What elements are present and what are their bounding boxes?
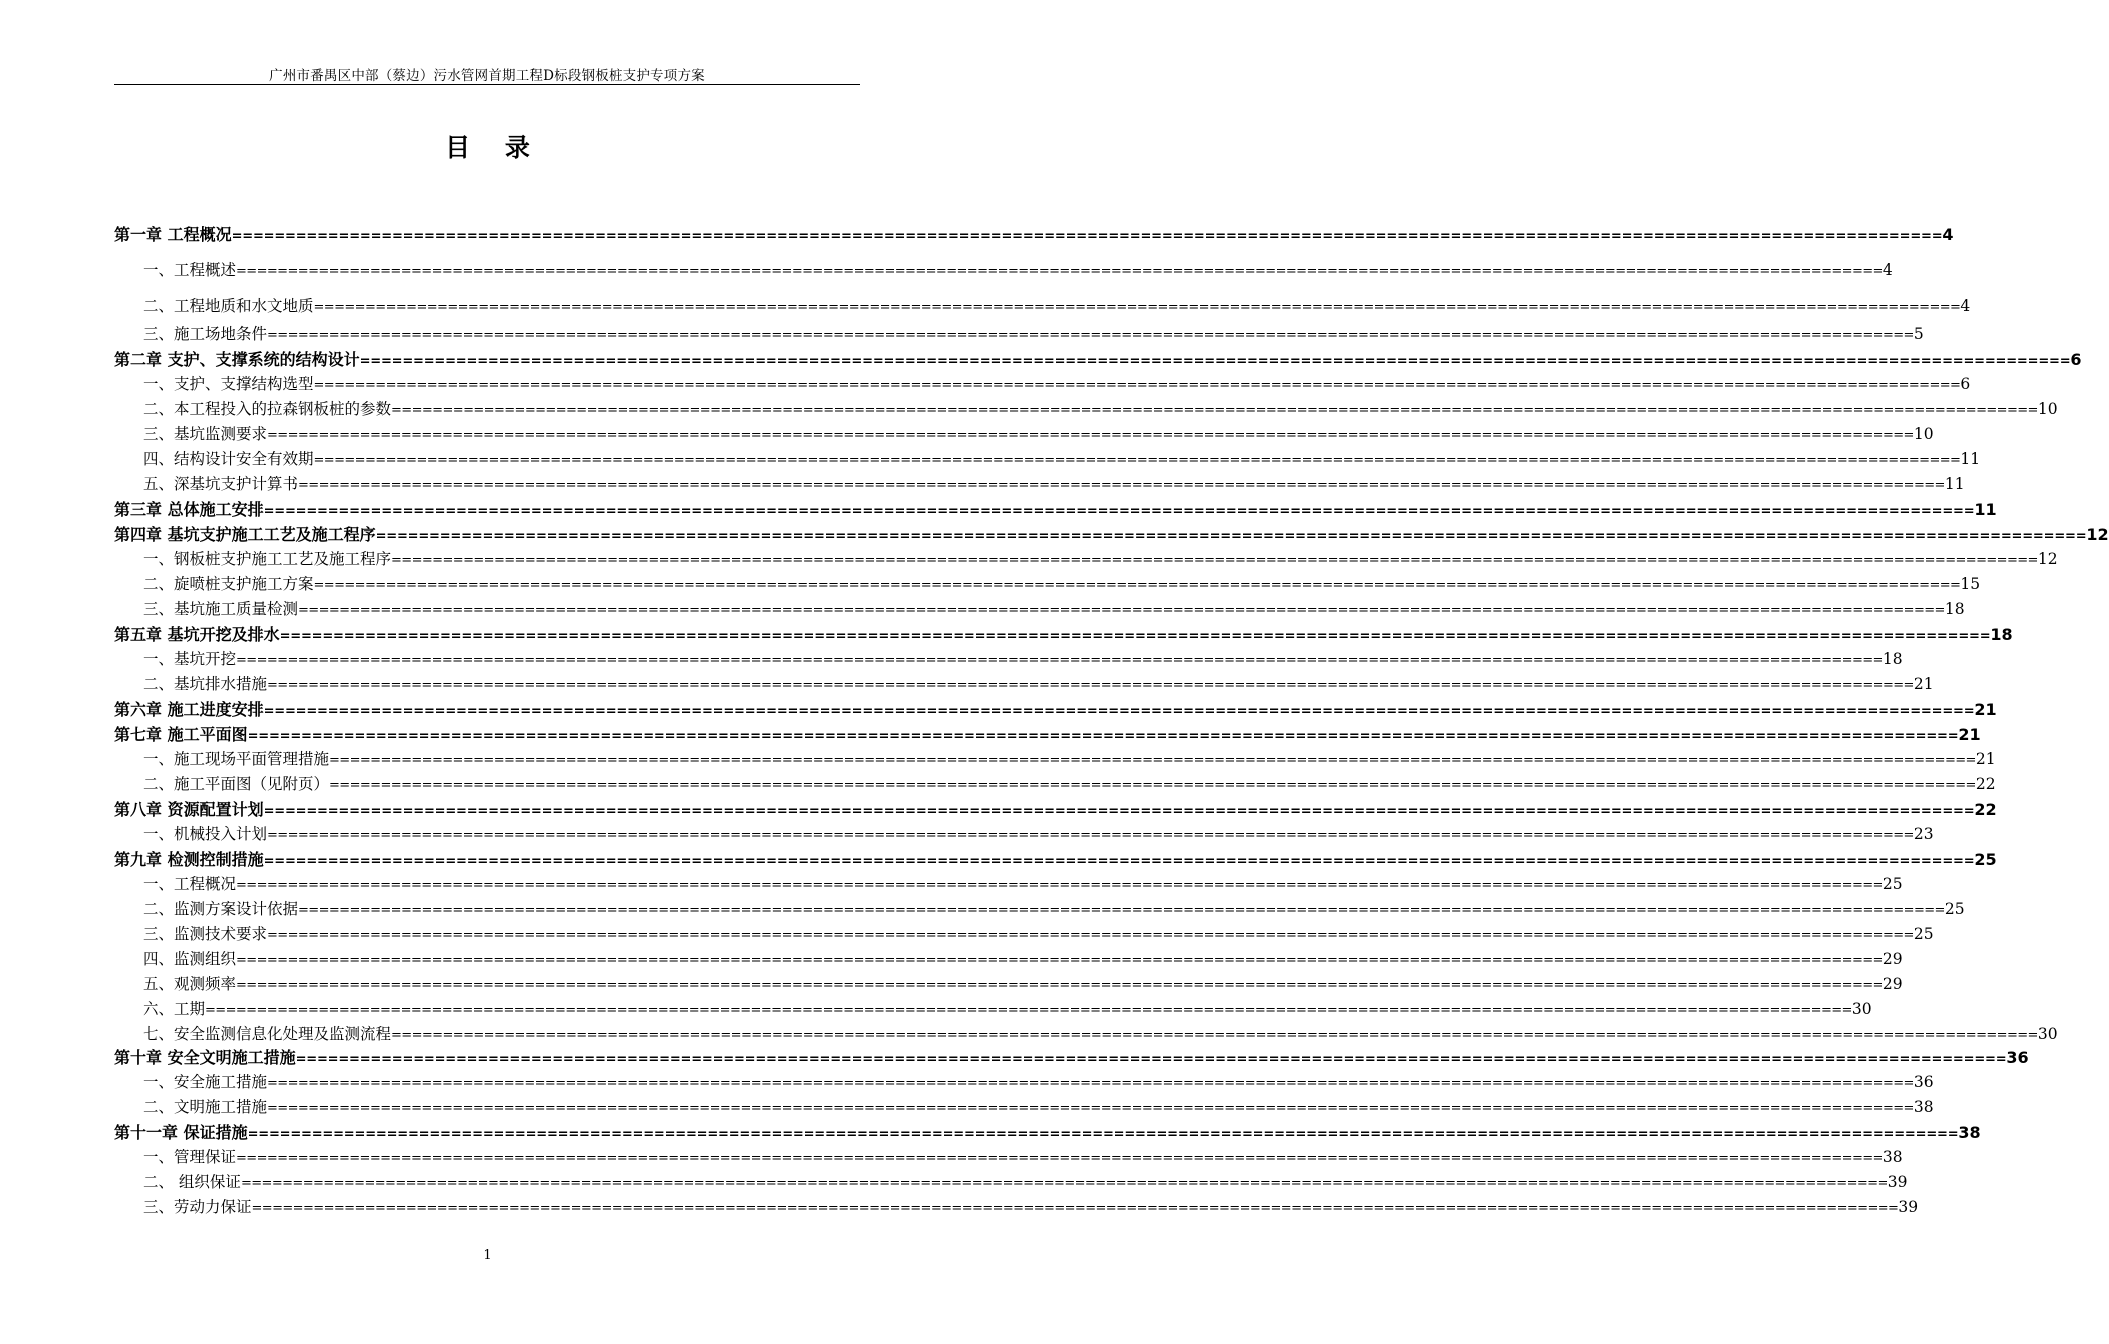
toc-leader: ================================================================================================================================================================ [313, 453, 1961, 468]
toc-chapter-entry[interactable] [114, 222, 1954, 246]
toc-entry-page: 18 [1944, 600, 1965, 618]
toc-section-entry[interactable] [143, 947, 1903, 971]
toc-entry-label: 三、施工场地条件 [143, 325, 268, 343]
toc-title: 目 录 [445, 133, 530, 162]
toc-leader: ================================================================================================================================================================ [313, 300, 1961, 315]
toc-entry-label: 一、机械投入计划 [143, 825, 268, 843]
toc-entry-page: 25 [1913, 925, 1934, 943]
toc-section-entry[interactable] [143, 822, 1934, 846]
toc-entry-page: 39 [1887, 1173, 1908, 1191]
toc-entry-page: 29 [1882, 975, 1903, 993]
toc-entry-page: 12 [2037, 550, 2058, 568]
toc-entry-page: 21 [1958, 725, 1981, 744]
toc-leader: ================================================================================================================================================================ [391, 553, 2038, 568]
toc-leader: ================================================================================================================================================================ [298, 478, 1945, 493]
toc-entry-label: 第五章 基坑开挖及排水 [114, 625, 280, 644]
toc-entry-label: 四、结构设计安全有效期 [143, 450, 314, 468]
toc-section-entry[interactable] [143, 747, 1996, 771]
toc-entry-page: 38 [1882, 1148, 1903, 1166]
toc-entry-page: 25 [1974, 850, 1997, 869]
toc-leader: ================================================================================================================================================================ [298, 603, 1945, 618]
toc-entry-page: 18 [1990, 625, 2013, 644]
page-number: 1 [483, 1248, 492, 1263]
toc-entry-page: 30 [2037, 1025, 2058, 1043]
toc-leader: ================================================================================================================================================================ [236, 878, 1883, 893]
toc-section-entry[interactable] [143, 258, 1893, 282]
toc-entry-label: 二、基坑排水措施 [143, 675, 268, 693]
toc-entry-page: 39 [1898, 1198, 1919, 1216]
toc-entry-label: 一、工程概况 [143, 875, 237, 893]
toc-entry-label: 一、工程概述 [143, 261, 237, 279]
toc-entry-page: 38 [1913, 1098, 1934, 1116]
toc-leader: ================================================================================================================================================================ [231, 229, 1943, 244]
toc-entry-label: 四、监测组织 [143, 950, 237, 968]
toc-entry-label: 二、施工平面图（见附页） [143, 775, 330, 793]
toc-chapter-entry[interactable] [114, 1120, 1981, 1144]
toc-entry-page: 10 [1913, 425, 1934, 443]
toc-leader: ================================================================================================================================================================ [267, 928, 1914, 943]
toc-section-entry[interactable] [143, 597, 1965, 621]
toc-leader: ================================================================================================================================================================ [375, 529, 2087, 544]
toc-entry-label: 第四章 基坑支护施工工艺及施工程序 [114, 525, 376, 544]
toc-entry-page: 18 [1882, 650, 1903, 668]
toc-leader: ================================================================================================================================================================ [391, 1028, 2038, 1043]
toc-entry-label: 第十章 安全文明施工措施 [114, 1048, 296, 1067]
toc-entry-label: 五、观测频率 [143, 975, 237, 993]
toc-entry-label: 七、安全监测信息化处理及监测流程 [143, 1025, 392, 1043]
toc-entry-page: 36 [2006, 1048, 2029, 1067]
toc-section-entry[interactable] [143, 1145, 1903, 1169]
toc-section-entry[interactable] [143, 972, 1903, 996]
toc-leader: ================================================================================================================================================================ [329, 778, 1976, 793]
toc-entry-page: 11 [1960, 450, 1981, 468]
toc-section-entry[interactable] [143, 547, 2058, 571]
toc-leader: ================================================================================================================================================================ [251, 1201, 1899, 1216]
toc-section-entry[interactable] [143, 672, 1934, 696]
toc-entry-label: 第一章 工程概况 [114, 225, 232, 244]
toc-entry-label: 五、深基坑支护计算书 [143, 475, 299, 493]
toc-leader: ================================================================================================================================================================ [359, 354, 2071, 369]
toc-section-entry[interactable] [143, 997, 1872, 1021]
toc-section-entry[interactable] [143, 422, 1934, 446]
toc-entry-page: 29 [1882, 950, 1903, 968]
toc-leader: ================================================================================================================================================================ [313, 378, 1961, 393]
toc-entry-page: 22 [1975, 775, 1996, 793]
toc-entry-page: 21 [1975, 750, 1996, 768]
toc-entry-label: 一、基坑开挖 [143, 650, 237, 668]
toc-entry-label: 第九章 检测控制措施 [114, 850, 264, 869]
toc-entry-page: 25 [1882, 875, 1903, 893]
toc-entry-page: 25 [1944, 900, 1965, 918]
toc-entry-page: 21 [1913, 675, 1934, 693]
toc-leader: ================================================================================================================================================================ [391, 403, 2038, 418]
toc-entry-label: 第八章 资源配置计划 [114, 800, 264, 819]
toc-section-entry[interactable] [143, 922, 1934, 946]
toc-entry-page: 4 [1942, 225, 1954, 244]
toc-chapter-entry[interactable] [114, 347, 2082, 371]
toc-entry-page: 4 [1882, 261, 1893, 279]
toc-chapter-entry[interactable] [114, 1045, 2029, 1069]
toc-section-entry[interactable] [143, 872, 1903, 896]
toc-leader: ================================================================================================================================================================ [263, 704, 1975, 719]
toc-leader: ================================================================================================================================================================ [236, 1151, 1883, 1166]
toc-section-entry[interactable] [143, 1022, 2058, 1046]
toc-leader: ================================================================================================================================================================ [295, 1052, 2007, 1067]
toc-entry-page: 36 [1913, 1073, 1934, 1091]
toc-entry-label: 二、旋喷桩支护施工方案 [143, 575, 314, 593]
toc-entry-label: 第十一章 保证措施 [114, 1123, 248, 1142]
toc-chapter-entry[interactable] [114, 847, 1997, 871]
toc-leader: ================================================================================================================================================================ [279, 629, 1991, 644]
toc-section-entry[interactable] [143, 1195, 1919, 1219]
toc-entry-label: 一、管理保证 [143, 1148, 237, 1166]
toc-leader: ================================================================================================================================================================ [247, 1127, 1959, 1142]
toc-entry-label: 二、本工程投入的拉森钢板桩的参数 [143, 400, 392, 418]
toc-entry-page: 11 [1974, 500, 1997, 519]
toc-entry-label: 第二章 支护、支撑系统的结构设计 [114, 350, 360, 369]
toc-entry-label: 三、基坑施工质量检测 [143, 600, 299, 618]
toc-entry-page: 30 [1851, 1000, 1872, 1018]
toc-leader: ================================================================================================================================================================ [247, 729, 1959, 744]
toc-entry-page: 11 [1944, 475, 1965, 493]
toc-chapter-entry[interactable] [114, 522, 2109, 546]
toc-entry-label: 一、安全施工措施 [143, 1073, 268, 1091]
toc-section-entry[interactable] [143, 647, 1903, 671]
toc-entry-page: 15 [1960, 575, 1981, 593]
toc-leader: ================================================================================================================================================================ [236, 653, 1883, 668]
toc-leader: ================================================================================================================================================================ [267, 1101, 1914, 1116]
toc-leader: ================================================================================================================================================================ [236, 978, 1883, 993]
toc-entry-label: 一、施工现场平面管理措施 [143, 750, 330, 768]
toc-section-entry[interactable] [143, 294, 1971, 318]
toc-entry-label: 一、支护、支撑结构选型 [143, 375, 314, 393]
toc-leader: ================================================================================================================================================================ [267, 328, 1914, 343]
toc-section-entry[interactable] [143, 897, 1965, 921]
toc-entry-page: 4 [1960, 297, 1971, 315]
toc-leader: ================================================================================================================================================================ [267, 828, 1914, 843]
toc-entry-label: 第七章 施工平面图 [114, 725, 248, 744]
toc-entry-label: 一、钢板桩支护施工工艺及施工程序 [143, 550, 392, 568]
toc-leader: ================================================================================================================================================================ [236, 953, 1883, 968]
toc-leader: ================================================================================================================================================================ [205, 1003, 1852, 1018]
toc-entry-page: 21 [1974, 700, 1997, 719]
toc-chapter-entry[interactable] [114, 497, 1997, 521]
toc-entry-page: 10 [2037, 400, 2058, 418]
toc-entry-page: 6 [1960, 375, 1971, 393]
toc-leader: ================================================================================================================================================================ [263, 804, 1975, 819]
toc-section-entry[interactable] [143, 447, 1981, 471]
toc-section-entry[interactable] [143, 572, 1981, 596]
toc-chapter-entry[interactable] [114, 722, 1981, 746]
toc-entry-label: 六、工期 [143, 1000, 206, 1018]
toc-entry-page: 5 [1913, 325, 1924, 343]
toc-leader: ================================================================================================================================================================ [329, 753, 1976, 768]
toc-leader: ================================================================================================================================================================ [240, 1176, 1888, 1191]
toc-section-entry[interactable] [143, 772, 1996, 796]
toc-entry-label: 三、劳动力保证 [143, 1198, 252, 1216]
toc-entry-page: 38 [1958, 1123, 1981, 1142]
toc-entry-label: 三、基坑监测要求 [143, 425, 268, 443]
toc-chapter-entry[interactable] [114, 797, 1997, 821]
toc-entry-label: 第三章 总体施工安排 [114, 500, 264, 519]
toc-entry-label: 三、监测技术要求 [143, 925, 268, 943]
toc-leader: ================================================================================================================================================================ [267, 1076, 1914, 1091]
toc-leader: ================================================================================================================================================================ [263, 854, 1975, 869]
toc-entry-label: 二、文明施工措施 [143, 1098, 268, 1116]
toc-section-entry[interactable] [143, 472, 1965, 496]
toc-entry-page: 22 [1974, 800, 1997, 819]
toc-section-entry[interactable] [143, 397, 2058, 421]
toc-section-entry[interactable] [143, 322, 1924, 346]
toc-chapter-entry[interactable] [114, 622, 2013, 646]
toc-entry-label: 二、 组织保证 [143, 1173, 241, 1191]
toc-entry-label: 二、监测方案设计依据 [143, 900, 299, 918]
toc-section-entry[interactable] [143, 372, 1971, 396]
toc-leader: ================================================================================================================================================================ [263, 504, 1975, 519]
toc-leader: ================================================================================================================================================================ [267, 678, 1914, 693]
running-header: 广州市番禺区中部（蔡边）污水管网首期工程D标段钢板桩支护专项方案 [269, 68, 705, 84]
toc-entry-page: 23 [1913, 825, 1934, 843]
toc-section-entry[interactable] [143, 1070, 1934, 1094]
toc-section-entry[interactable] [143, 1095, 1934, 1119]
toc-section-entry[interactable] [143, 1170, 1908, 1194]
toc-chapter-entry[interactable] [114, 697, 1997, 721]
toc-leader: ================================================================================================================================================================ [236, 264, 1883, 279]
toc-leader: ================================================================================================================================================================ [267, 428, 1914, 443]
toc-leader: ================================================================================================================================================================ [313, 578, 1961, 593]
toc-entry-label: 第六章 施工进度安排 [114, 700, 264, 719]
toc-entry-label: 二、工程地质和水文地质 [143, 297, 314, 315]
toc-leader: ================================================================================================================================================================ [298, 903, 1945, 918]
toc-entry-page: 6 [2070, 350, 2082, 369]
toc-entry-page: 12 [2086, 525, 2109, 544]
